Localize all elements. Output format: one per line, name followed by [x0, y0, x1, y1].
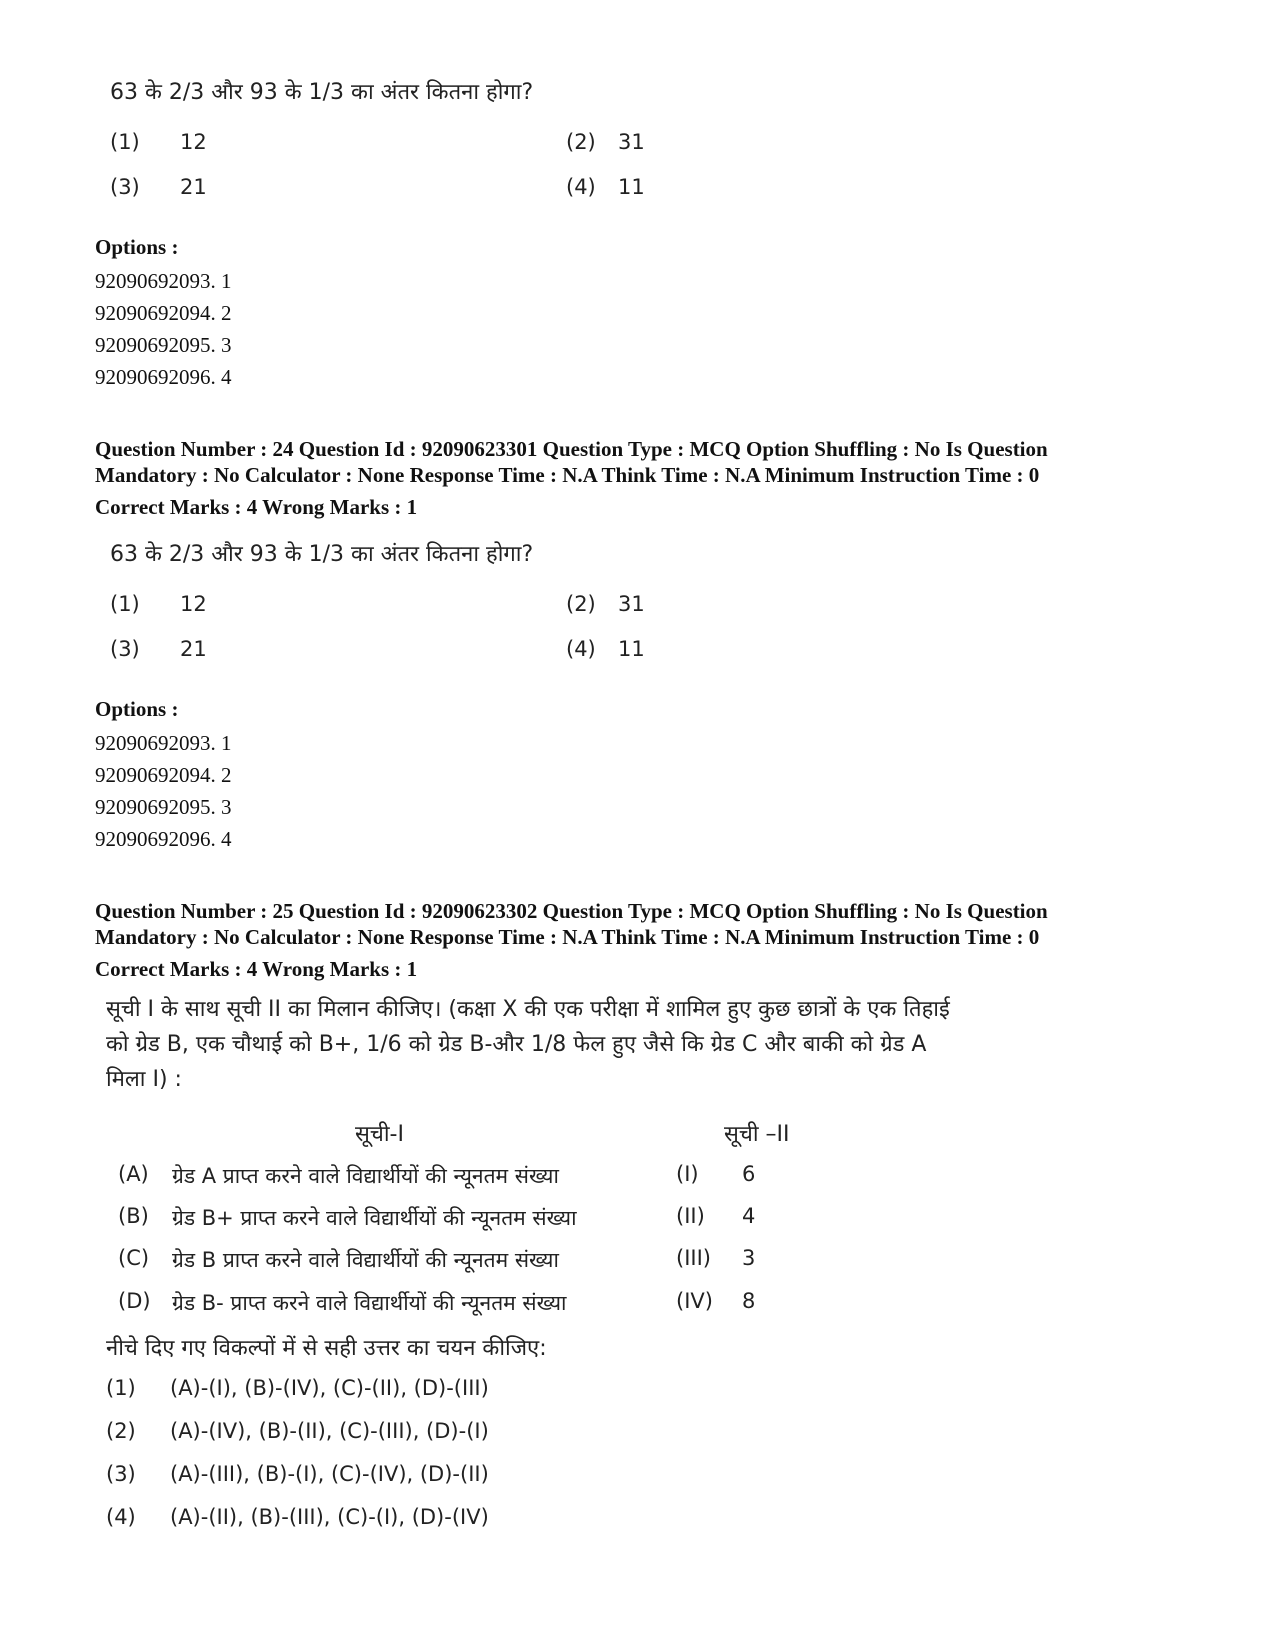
row-value: 8: [742, 1289, 756, 1313]
option-line: 92090692095. 3: [95, 795, 232, 819]
option-line: 92090692093. 1: [95, 731, 232, 755]
row-roman: (II): [676, 1204, 705, 1228]
meta-line: Question Number : 24 Question Id : 92090623301 Question Type : MCQ Option Shuffling : No Is Question: [95, 437, 1048, 461]
answer-text: (A)-(I), (B)-(IV), (C)-(II), (D)-(III): [170, 1376, 489, 1400]
question-text: 63 के 2/3 और 93 के 1/3 का अंतर कितना होगा?: [110, 542, 534, 567]
choice-number: (1): [110, 130, 140, 154]
choice-value: 12: [180, 130, 207, 154]
answer-number: (4): [106, 1505, 136, 1529]
choice-number: (2): [566, 130, 596, 154]
paragraph-line: को ग्रेड B, एक चौथाई को B+, 1/6 को ग्रेड B-और 1/8 फेल हुए जैसे कि ग्रेड C और बाकी को ग्रेड A: [106, 1032, 927, 1057]
choice-value: 21: [180, 637, 207, 661]
row-value: 6: [742, 1162, 756, 1186]
answer-text: (A)-(III), (B)-(I), (C)-(IV), (D)-(II): [170, 1462, 489, 1486]
row-value: 3: [742, 1246, 756, 1270]
options-title: Options :: [95, 697, 179, 721]
marks-line: Correct Marks : 4 Wrong Marks : 1: [95, 495, 418, 519]
question-meta: [95, 436, 1048, 520]
choice-number: (3): [110, 637, 140, 661]
option-line: 92090692096. 4: [95, 827, 232, 851]
meta-line: Mandatory : No Calculator : None Response Time : N.A Think Time : N.A Minimum Instruction Time : 0: [95, 925, 1040, 949]
list-2-heading: सूची –II: [724, 1122, 790, 1147]
row-roman: (IV): [676, 1289, 713, 1313]
row-value: 4: [742, 1204, 756, 1228]
answer-text: (A)-(II), (B)-(III), (C)-(I), (D)-(IV): [170, 1505, 489, 1529]
choice-number: (4): [566, 175, 596, 199]
choice-number: (1): [110, 592, 140, 616]
choice-value: 21: [180, 175, 207, 199]
choice-value: 31: [618, 592, 645, 616]
answer-text: (A)-(IV), (B)-(II), (C)-(III), (D)-(I): [170, 1419, 489, 1443]
question-meta: [95, 898, 1048, 982]
instruction-text: नीचे दिए गए विकल्पों में से सही उत्तर का चयन कीजिए:: [106, 1336, 547, 1361]
answer-number: (1): [106, 1376, 136, 1400]
meta-line: Mandatory : No Calculator : None Response Time : N.A Think Time : N.A Minimum Instruction Time : 0: [95, 463, 1040, 487]
answer-number: (2): [106, 1419, 136, 1443]
meta-line: Question Number : 25 Question Id : 92090623302 Question Type : MCQ Option Shuffling : No Is Question: [95, 899, 1048, 923]
row-label: (C): [118, 1246, 150, 1270]
choice-number: (4): [566, 637, 596, 661]
row-roman: (III): [676, 1246, 711, 1270]
options-list: [95, 727, 232, 855]
question-paragraph: [106, 992, 1106, 1097]
choice-number: (2): [566, 592, 596, 616]
choice-number: (3): [110, 175, 140, 199]
row-text: ग्रेड B प्राप्त करने वाले विद्यार्थीयों की न्यूनतम संख्या: [172, 1248, 559, 1272]
choice-value: 11: [618, 637, 645, 661]
option-line: 92090692094. 2: [95, 301, 232, 325]
option-line: 92090692095. 3: [95, 333, 232, 357]
option-line: 92090692094. 2: [95, 763, 232, 787]
options-list: [95, 265, 232, 393]
choice-value: 31: [618, 130, 645, 154]
row-roman: (I): [676, 1162, 699, 1186]
row-text: ग्रेड A प्राप्त करने वाले विद्यार्थीयों की न्यूनतम संख्या: [172, 1164, 559, 1188]
option-line: 92090692096. 4: [95, 365, 232, 389]
row-label: (A): [118, 1162, 149, 1186]
answer-number: (3): [106, 1462, 136, 1486]
row-text: ग्रेड B- प्राप्त करने वाले विद्यार्थीयों की न्यूनतम संख्या: [172, 1291, 567, 1315]
row-text: ग्रेड B+ प्राप्त करने वाले विद्यार्थीयों की न्यूनतम संख्या: [172, 1206, 577, 1230]
choice-value: 11: [618, 175, 645, 199]
paragraph-line: मिला I) :: [106, 1067, 182, 1092]
options-title: Options :: [95, 235, 179, 259]
choice-value: 12: [180, 592, 207, 616]
question-text: 63 के 2/3 और 93 के 1/3 का अंतर कितना होगा?: [110, 80, 534, 105]
list-1-heading: सूची-I: [355, 1122, 404, 1147]
row-label: (D): [118, 1289, 151, 1313]
marks-line: Correct Marks : 4 Wrong Marks : 1: [95, 957, 418, 981]
row-label: (B): [118, 1204, 149, 1228]
paragraph-line: सूची I के साथ सूची II का मिलान कीजिए। (कक्षा X की एक परीक्षा में शामिल हुए कुछ छात्रों के एक तिहाई: [106, 997, 950, 1022]
option-line: 92090692093. 1: [95, 269, 232, 293]
